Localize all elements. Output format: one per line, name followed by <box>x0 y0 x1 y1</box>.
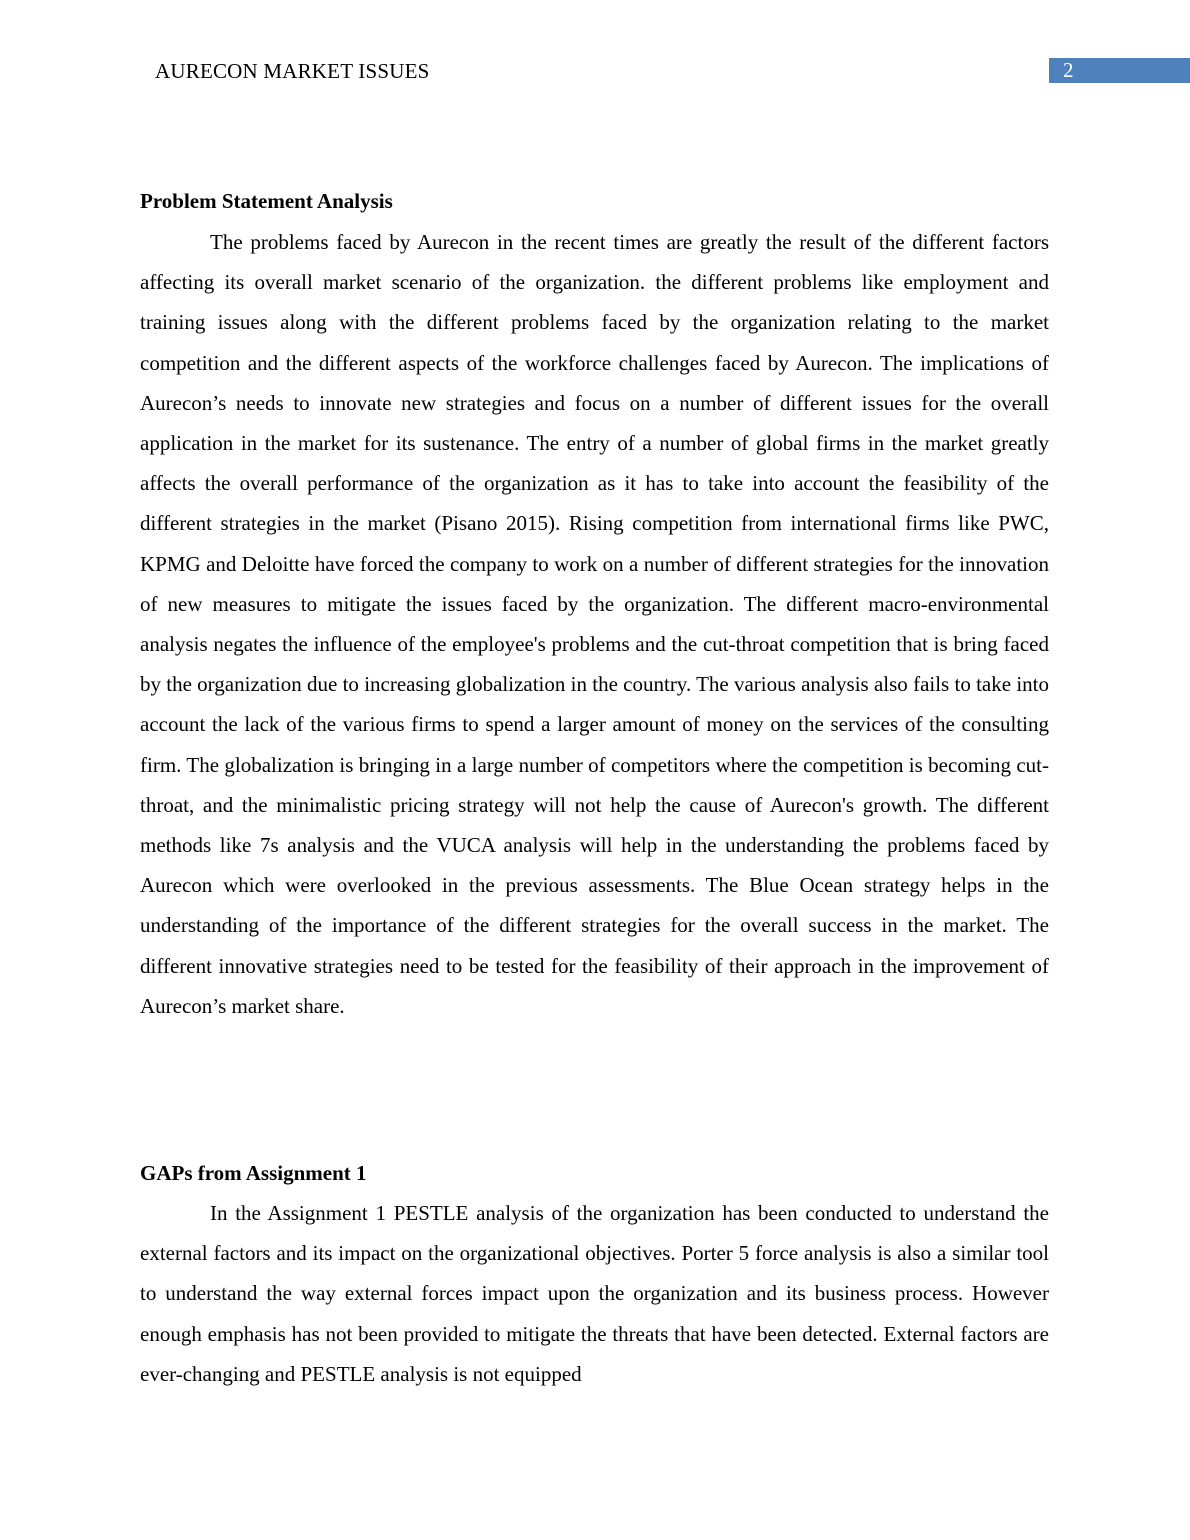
running-head: AURECON MARKET ISSUES <box>155 59 430 83</box>
page-number: 2 <box>1063 58 1074 82</box>
section-paragraph: The problems faced by Aurecon in the recent times are greatly the result of the different factors affecting its overall market scenario of the organization. the different problems like employment and training issues along with the different problems faced by the organization relating to the market competition and the different aspects of the workforce challenges faced by Aurecon. The implications of Aurecon’s needs to innovate new strategies and focus on a number of different issues for the overall application in the market for its sustenance. The entry of a number of global firms in the market greatly affects the overall performance of the organization as it has to take into account the feasibility of the different strategies in the market (Pisano 2015). Rising competition from international firms like PWC, KPMG and Deloitte have forced the company to work on a number of different strategies for the innovation of new measures to mitigate the issues faced by the organization. The different macro-environmental analysis negates the influence of the employee's problems and the cut-throat competition that is bring faced by the organization due to increasing globalization in the country. The various analysis also fails to take into account the lack of the various firms to spend a larger amount of money on the services of the consulting firm. The globalization is bringing in a large number of competitors where the competition is becoming cut-throat, and the minimalistic pricing strategy will not help the cause of Aurecon's growth. The different methods like 7s analysis and the VUCA analysis will help in the understanding the problems faced by Aurecon which were overlooked in the previous assessments. The Blue Ocean strategy helps in the understanding of the importance of the different strategies for the overall success in the market. The different innovative strategies need to be tested for the feasibility of their approach in the improvement of Aurecon’s market share. <box>140 230 1049 1018</box>
section-heading: Problem Statement Analysis <box>140 189 393 213</box>
section-problem-statement <box>140 188 1049 1026</box>
page-number-bar <box>1049 58 1190 83</box>
section-gaps-assignment <box>140 1160 1049 1394</box>
section-paragraph: In the Assignment 1 PESTLE analysis of the organization has been conducted to understand the external factors and its impact on the organizational objectives. Porter 5 force analysis is also a similar tool to understand the way external forces impact upon the organization and its business process. However enough emphasis has not been provided to mitigate the threats that have been detected. External factors are ever-changing and PESTLE analysis is not equipped <box>140 1201 1049 1386</box>
section-heading: GAPs from Assignment 1 <box>140 1161 367 1185</box>
